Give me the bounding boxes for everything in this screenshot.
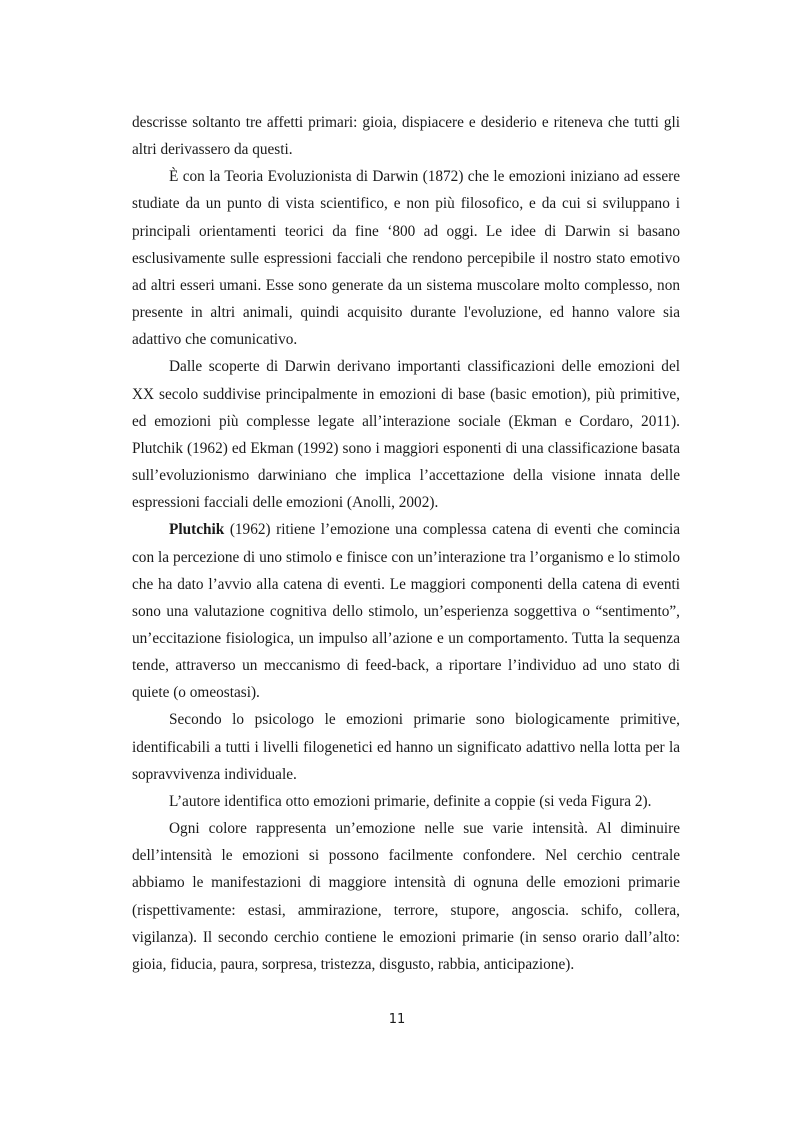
paragraph-continuation (132, 109, 680, 163)
paragraph-bold-lead: Plutchik (169, 521, 225, 539)
page-number: 11 (388, 1012, 406, 1027)
paragraph-text: Ogni colore rappresenta un’emozione nelle sue varie intensità. Al diminuire dell’intensità le emozioni si possono facilmente confondere. Nel cerchio centrale abbiamo le manifestazioni di maggiore intensità di ognuna delle emozioni primarie (rispettivamente: estasi, ammirazione, terrore, stupore, angoscia. schifo, collera, vigilanza). Il secondo cerchio contiene le emozioni primarie (in senso orario dall’alto: gioia, fiducia, paura, sorpresa, tristezza, disgusto, rabbia, anticipazione). (132, 820, 680, 973)
paragraph-text: Secondo lo psicologo le emozioni primarie sono biologicamente primitive, identificabili a tutti i livelli filogenetici ed hanno un significato adattivo nella lotta per la sopravvivenza individuale. (132, 711, 680, 783)
paragraph-text: Dalle scoperte di Darwin derivano importanti classificazioni delle emozioni del XX secolo suddivise principalmente in emozioni di base (basic emotion), più primitive, ed emozioni più complesse legate all’interazione sociale (Ekman e Cordaro, 2011). Plutchik (1962) ed Ekman (1992) sono i maggiori esponenti di una classificazione basata sull’evoluzionismo darwiniano che implica l’accettazione della visione innata delle espressioni facciali delle emozioni (Anolli, 2002). (132, 358, 680, 512)
paragraph-colors (132, 815, 680, 978)
paragraph-text: (1962) ritiene l’emozione una complessa catena di eventi che comincia con la percezione di uno stimolo e finisce con un’interazione tra l’organismo e lo stimolo che ha dato l’avvio alla catena di eventi. Le maggiori componenti della catena di eventi sono una valutazione cognitiva dello stimolo, un’esperienza soggettiva o “sentimento”, un’eccitazione fisiologica, un impulso all’azione e un comportamento. Tutta la sequenza tende, attraverso un meccanismo di feed-back, a riportare l’individuo ad uno stato di quiete (o omeostasi). (132, 521, 680, 702)
document-body (132, 109, 680, 978)
paragraph-text: descrisse soltanto tre affetti primari: gioia, dispiacere e desiderio e riteneva che tutti gli altri derivassero da questi. (132, 114, 680, 159)
paragraph-darwin-theory (132, 163, 680, 353)
paragraph-eight-emotions (132, 788, 680, 815)
paragraph-text: È con la Teoria Evoluzionista di Darwin (1872) che le emozioni iniziano ad essere studiate da un punto di vista scientifico, e non più filosofico, e da cui si sviluppano i principali orientamenti teorici da fine ‘800 ad oggi. Le idee di Darwin si basano esclusivamente sulle espressioni facciali che rendono percepibile il nostro stato emotivo ad altri esseri umani. Esse sono generate da un sistema muscolare molto complesso, non presente in altri animali, quindi acquisito durante l'evoluzione, ed hanno valore sia adattivo che comunicativo. (132, 168, 680, 349)
paragraph-primary-emotions (132, 706, 680, 787)
paragraph-text: L’autore identifica otto emozioni primarie, definite a coppie (si veda Figura 2). (169, 792, 652, 810)
paragraph-plutchik (132, 516, 680, 706)
paragraph-classifications (132, 353, 680, 516)
